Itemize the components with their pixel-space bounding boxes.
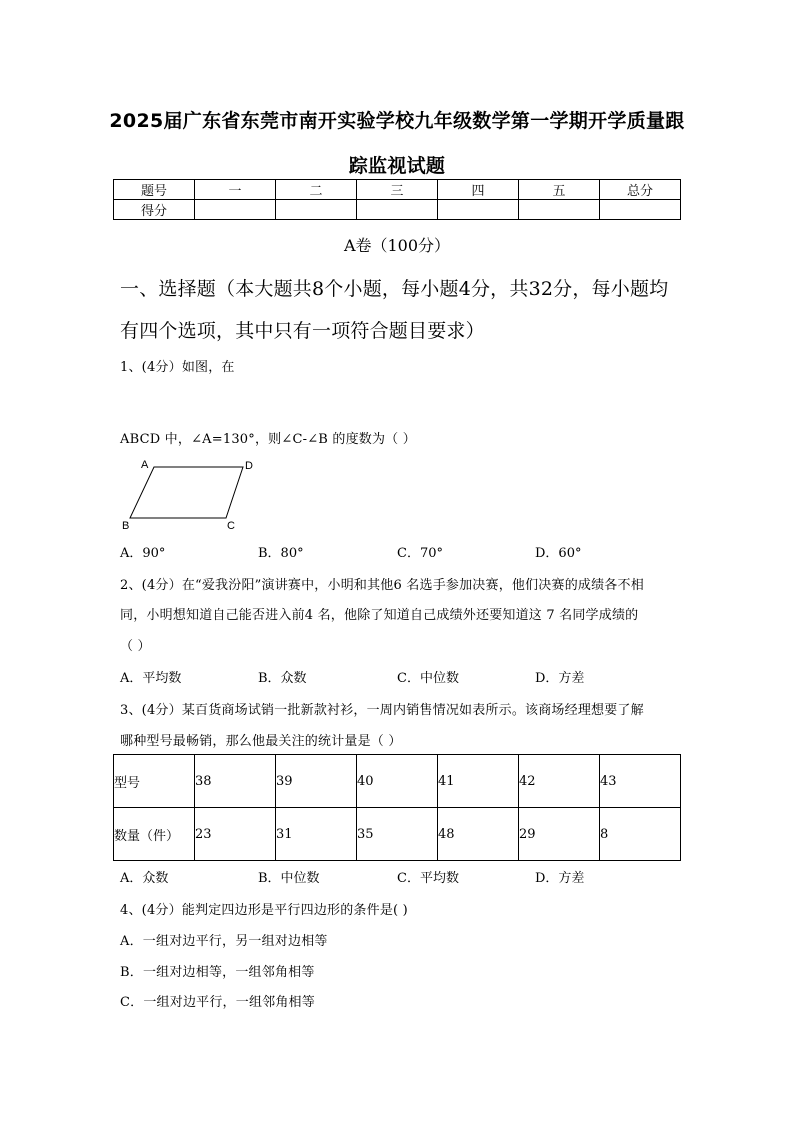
sales-table-cell: 39 [276, 755, 357, 808]
vertex-label-d: D [245, 460, 253, 472]
q4-option-b: B．一组对边相等，一组邻角相等 [120, 965, 315, 980]
sales-table [113, 754, 681, 861]
sales-table-cell: 38 [195, 755, 276, 808]
q2-option-b: B．众数 [258, 671, 307, 686]
sales-table-cell: 8 [600, 808, 681, 861]
sales-table-cell: 48 [438, 808, 519, 861]
parallelogram-figure [118, 454, 268, 534]
sales-table-cell: 数量（件） [114, 808, 195, 861]
score-cell [438, 200, 519, 220]
vertex-label-c: C [227, 520, 235, 532]
q1-option-a: A．90° [120, 546, 166, 561]
q1-stem: 1、(4分）如图，在 [120, 360, 235, 375]
score-cell [276, 200, 357, 220]
score-header-cell: 四 [438, 180, 519, 200]
sales-table-cell: 29 [519, 808, 600, 861]
q2-stem: 2、(4分）在“爱我汾阳”演讲赛中，小明和其他6 名选手参加决赛，他们决赛的成绩各不相 [120, 578, 644, 593]
score-table [113, 179, 681, 220]
q2-option-d: D．方差 [535, 671, 585, 686]
page-title: 2025届广东省东莞市南开实验学校九年级数学第一学期开学质量跟 [109, 110, 685, 132]
q3-option-a: A．众数 [120, 871, 169, 886]
sales-table-cell: 35 [357, 808, 438, 861]
score-row-label: 得分 [114, 200, 195, 220]
q1-stem-continued: ABCD 中，∠A=130°，则∠C-∠B 的度数为（ ） [120, 432, 416, 447]
q3-option-b: B．中位数 [258, 871, 320, 886]
score-table-score-row [114, 200, 681, 220]
section-heading-continued: 有四个选项，其中只有一项符合题目要求） [120, 320, 485, 342]
score-cell [357, 200, 438, 220]
score-header-cell: 题号 [114, 180, 195, 200]
sales-table-cell: 42 [519, 755, 600, 808]
q2-option-c: C．中位数 [397, 671, 459, 686]
score-table-header-row [114, 180, 681, 200]
page-title-continued: 踪监视试题 [348, 155, 446, 177]
q3-option-c: C．平均数 [397, 871, 459, 886]
score-header-cell: 三 [357, 180, 438, 200]
score-header-cell: 二 [276, 180, 357, 200]
q4-option-c: C．一组对边平行，一组邻角相等 [120, 995, 315, 1010]
q4-stem: 4、(4分）能判定四边形是平行四边形的条件是( ) [120, 903, 408, 918]
section-heading: 一、选择题（本大题共8个小题，每小题4分，共32分，每小题均 [120, 278, 669, 300]
q1-option-c: C．70° [397, 546, 443, 561]
sales-table-quantity-row [114, 808, 681, 861]
sales-table-cell: 型号 [114, 755, 195, 808]
q2-option-a: A．平均数 [120, 671, 182, 686]
score-header-cell: 一 [195, 180, 276, 200]
q2-stem-continued: 同，小明想知道自己能否进入前4 名，他除了知道自己成绩外还要知道这 7 名同学成绩的 [120, 608, 639, 623]
sales-table-cell: 43 [600, 755, 681, 808]
score-cell [195, 200, 276, 220]
vertex-label-a: A [141, 459, 149, 471]
score-header-cell: 总分 [600, 180, 681, 200]
q1-option-b: B．80° [258, 546, 304, 561]
q3-stem: 3、(4分）某百货商场试销一批新款衬衫，一周内销售情况如表所示。该商场经理想要了解 [120, 703, 644, 718]
score-header-cell: 五 [519, 180, 600, 200]
score-cell [519, 200, 600, 220]
q2-stem-blank: （ ） [120, 639, 151, 654]
sales-table-cell: 23 [195, 808, 276, 861]
volume-heading: A卷（100分） [343, 236, 451, 255]
parallelogram-shape [130, 467, 243, 518]
sales-table-cell: 41 [438, 755, 519, 808]
sales-table-size-row [114, 755, 681, 808]
q3-stem-continued: 哪种型号最畅销，那么他最关注的统计量是（ ） [120, 734, 402, 749]
vertex-label-b: B [122, 520, 130, 532]
sales-table-cell: 40 [357, 755, 438, 808]
q4-option-a: A．一组对边平行，另一组对边相等 [120, 934, 328, 949]
score-cell [600, 200, 681, 220]
sales-table-cell: 31 [276, 808, 357, 861]
q3-option-d: D．方差 [535, 871, 585, 886]
q1-option-d: D．60° [535, 546, 582, 561]
